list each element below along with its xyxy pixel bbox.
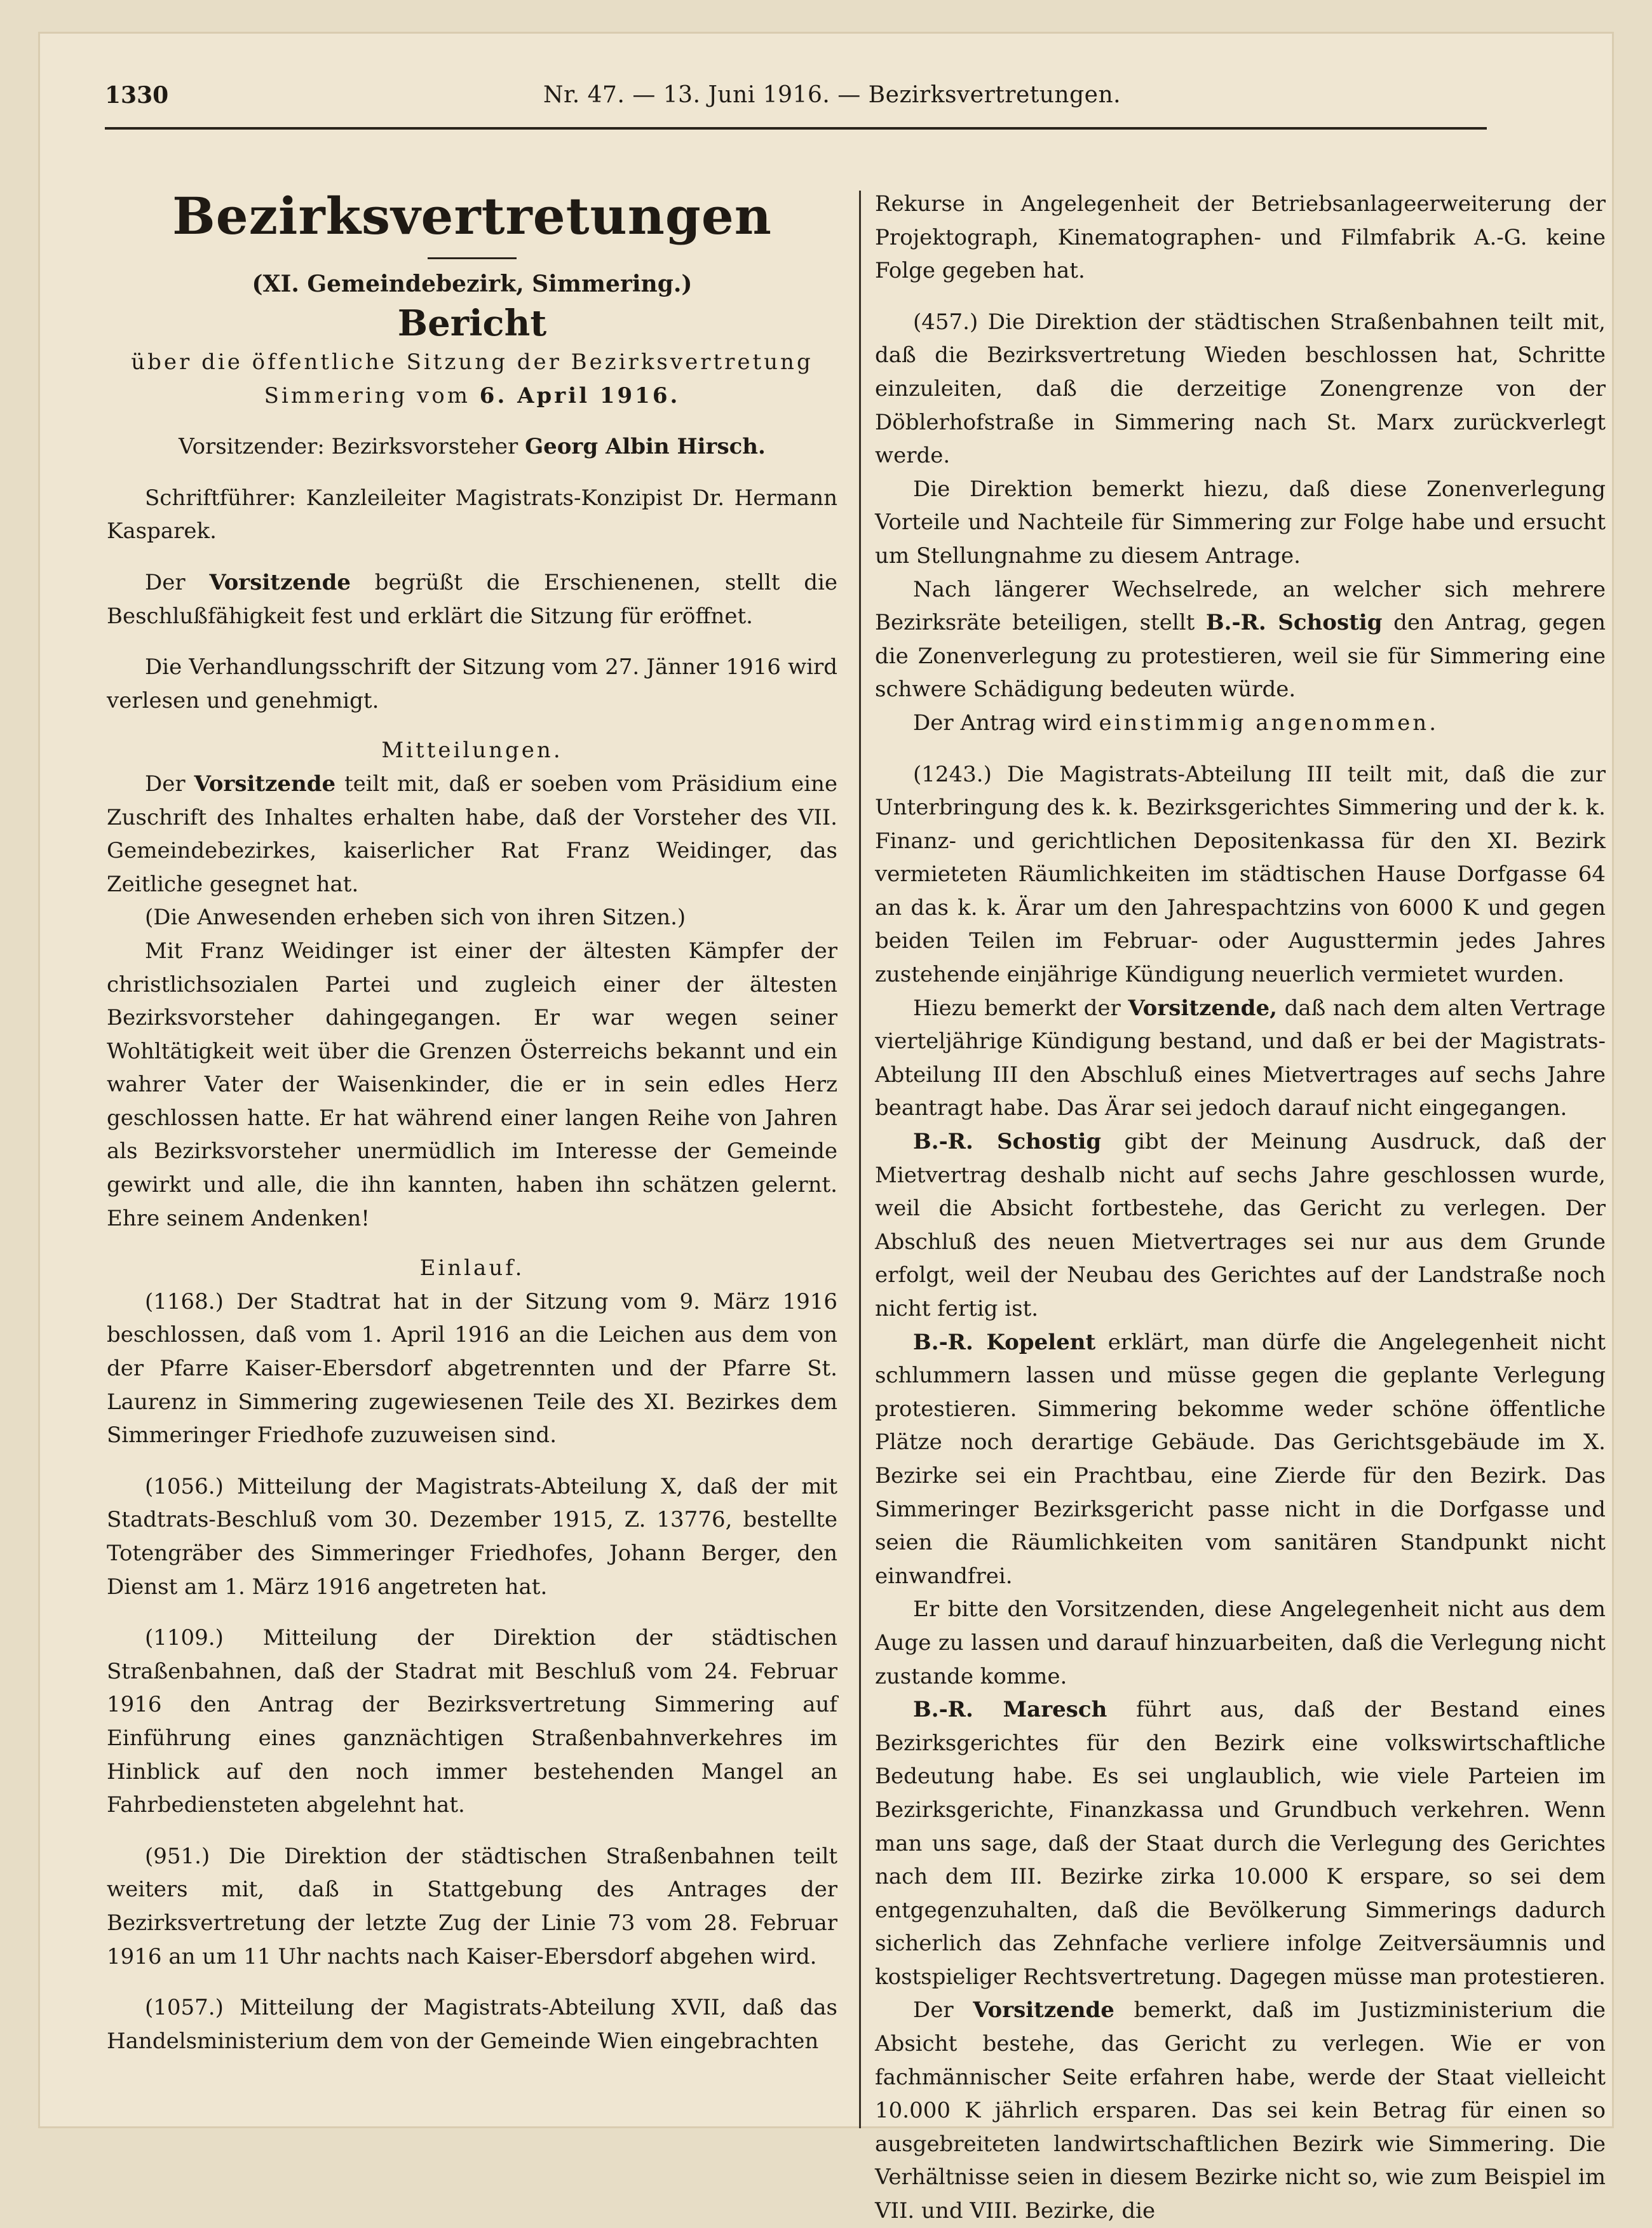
right-column <box>875 187 1606 2228</box>
speaker-name: B.-R. Maresch <box>913 1697 1107 1723</box>
paragraph-bitte: Er bitte den Vorsitzenden, diese Angelegenheit nicht aus dem Auge zu lassen und darauf hinzuarbeiten, daß die Verlegung nicht zustande komme. <box>875 1597 1606 1689</box>
paragraph-1057: (1057.) Mitteilung der Magistrats-Abteilung XVII, daß das Handelsministerium dem von der Gemeinde Wien eingebrachten <box>107 1995 837 2054</box>
speaker-name: Vorsitzende <box>209 569 351 595</box>
paragraph-457d <box>875 706 1606 740</box>
report-subtitle-2a: Simmering vom <box>264 382 470 408</box>
speaker-name: B.-R. Kopelent <box>913 1329 1096 1355</box>
text-run: teilt mit, daß er soeben vom Präsidium eine Zuschrift des Inhaltes erhalten habe, daß der Vorsteher des VII. Gemeindebezirkes, kaiserlicher Rat Franz Weidinger, das Zeitliche gesegnet hat. <box>107 771 838 897</box>
section-title: Bezirksvertretungen <box>172 186 772 246</box>
paragraph-mitteilung-3: Mit Franz Weidinger ist einer der ältesten Kämpfer der christlichsozialen Partei und zugleich einer der ältesten Bezirksvorsteher dahingegangen. Er war wegen seiner Wohltätigkeit weit über die Grenzen Österreichs bekannt und ein wahrer Vater der Waisenkinder, die er in sein edles Herz geschlossen hatte. Er hat während einer langen Reihe von Jahren als Bezirksvorsteher unermüdlich im Interesse der Gemeinde gewirkt und alle, die ihn kannten, haben ihn schätzen gelernt. Ehre seinem Andenken! <box>107 938 837 1231</box>
text-run: Hiezu bemerkt der <box>913 995 1121 1021</box>
heading-einlauf: Einlauf. <box>419 1255 525 1281</box>
text-run: Der <box>145 569 186 595</box>
text-run: Der Antrag wird <box>913 710 1092 736</box>
paragraph-mitteilung-1 <box>107 767 837 901</box>
left-column <box>107 187 837 2058</box>
speaker-name: B.-R. Schostig <box>1205 610 1383 636</box>
paragraph-457b: Die Direktion bemerkt hiezu, daß diese Zonenverlegung Vorteile und Nachteile für Simmering zur Folge habe und ersucht um Stellungnahme zu diesem Antrage. <box>875 476 1606 569</box>
paragraph-457: (457.) Die Direktion der städtischen Straßenbahnen teilt mit, daß die Bezirksvertretung Wieden beschlossen hat, Schritte einzuleiten, daß die derzeitige Zonengrenze von der Döblerhofstraße in Simmering nach St. Marx zurückverlegt werde. <box>875 309 1606 469</box>
paragraph-hiezu <box>875 992 1606 1125</box>
text-run: Der <box>145 771 186 797</box>
paragraph-mitteilung-2: (Die Anwesenden erheben sich von ihren Sitzen.) <box>145 905 686 931</box>
paragraph-1168: (1168.) Der Stadtrat hat in der Sitzung vom 9. März 1916 beschlossen, daß vom 1. April 1916 an die Leichen aus dem von der Pfarre Kaiser-Ebersdorf abgetrennten und der Pfarre St. Laurenz in Simmering zugewiesenen Teile des XI. Bezirkes dem Simmeringer Friedhofe zuzuweisen sind. <box>107 1288 837 1448</box>
report-date: 6. April 1916. <box>479 382 680 408</box>
running-title: Nr. 47. — 13. Juni 1916. — Bezirksvertretungen. <box>543 82 1121 108</box>
report-heading: Bericht <box>397 302 547 344</box>
paragraph-continuation: Rekurse in Angelegenheit der Betriebsanlageerweiterung der Projektograph, Kinematographen- und Filmfabrik A.-G. keine Folge gegeben hat. <box>875 191 1606 284</box>
column-divider <box>859 191 861 2128</box>
text-run: bemerkt, daß im Justizministerium die Absicht bestehe, das Gericht zu verlegen. Wie er von fachmännischer Seite erfahren habe, werde der Staat vielleicht 10.000 K jährlich ersparen. Das sei kein Betrag für einen so ausgebreiteten landwirtschaftlichen Bezirk wie Simmering. Die Verhältnisse seien in diesem Bezirke nicht so, wie zum Beispiel im VII. und VIII. Bezirke, die <box>875 1997 1606 2224</box>
text-run: Nach längerer Wechselrede, an welcher sich mehrere Bezirksräte beteiligen, stellt <box>875 576 1606 636</box>
speaker-name: Vorsitzende <box>973 1997 1114 2023</box>
paragraph-951: (951.) Die Direktion der städtischen Straßenbahnen teilt weiters mit, daß in Stattgebung des Antrages der Bezirksvertretung der letzte Zug der Linie 73 vom 28. Februar 1916 an um 11 Uhr nachts nach Kaiser-Ebersdorf abgehen wird. <box>107 1843 837 1969</box>
page-header <box>105 76 1547 114</box>
paragraph-kopelent <box>875 1326 1606 1593</box>
header-rule <box>105 127 1487 130</box>
chair-label: Vorsitzender: Bezirksvorsteher <box>179 434 518 460</box>
paragraph-1243: (1243.) Die Magistrats-Abteilung III teilt mit, daß die zur Unterbringung des k. k. Bezirksgerichtes Simmering und der k. k. Finanz- und gerichtlichen Depositenkassa für den XI. Bezirk vermieteten Räumlichkeiten im städtischen Hause Dorfgasse 64 an das k. k. Ärar um den Jahrespachtzins von 6000 K und gegen beiden Teilen im Februar- oder Augusttermin jedes Jahres zustehende einjährige Kündigung neuerlich vermietet wurden. <box>875 761 1606 988</box>
heading-mitteilungen: Mitteilungen. <box>381 738 563 764</box>
text-run: erklärt, man dürfe die Angelegenheit nicht schlummern lassen und müsse gegen die geplante Verlegung protestieren. Simmering bekomme weder schöne öffentliche Plätze noch derartige Gebäude. Das Gerichtsgebäude im X. Bezirke sei ein Prachtbau, eine Zierde für den Bezirk. Das Simmeringer Bezirksgericht passe nicht in die Dorfgasse und seien die Räumlichkeiten vom sanitären Standpunkt nicht einwandfrei. <box>875 1329 1606 1589</box>
title-rule <box>428 257 517 259</box>
speaker-name: B.-R. Schostig <box>913 1129 1102 1155</box>
text-run: gibt der Meinung Ausdruck, daß der Mietvertrag deshalb nicht auf sechs Jahre geschlossen wurde, weil die Absicht fortbestehe, das Gericht zu verlegen. Der Abschluß des neuen Mietvertrages sei nur aus dem Grunde erfolgt, weil der Neubau des Gerichtes auf der Landstraße noch nicht fertig ist. <box>875 1129 1606 1321</box>
paragraph-1056: (1056.) Mitteilung der Magistrats-Abteilung X, daß der mit Stadtrats-Beschluß vom 30. Dezember 1915, Z. 13776, bestellte Totengräber des Simmeringer Friedhofes, Johann Berger, den Dienst am 1. März 1916 angetreten hat. <box>107 1473 837 1600</box>
speaker-name: Vorsitzende <box>194 771 336 797</box>
paragraph-verhandlung: Die Verhandlungsschrift der Sitzung vom 27. Jänner 1916 wird verlesen und genehmigt. <box>107 654 837 713</box>
text-run: einstimmig angenommen. <box>1099 710 1439 736</box>
text-run: führt aus, daß der Bestand eines Bezirksgerichtes für den Bezirk eine volkswirtschaftliche Bedeutung habe. Es sei unglaublich, wie viele Parteien im Bezirksgerichte, Finanzkassa und Grundbuch verkehren. Wenn man uns sage, daß der Staat durch die Verlegung des Gerichtes nach dem III. Bezirke zirka 10.000 K erspare, so sei dem entgegenzuhalten, daß die Bevölkerung Simmerings dadurch sicherlich das Zehnfache verliere infolge Zeitversäumnis und kostspieliger Rechtsvertretung. Dagegen müsse man protestieren. <box>875 1697 1606 1990</box>
paragraph-maresch <box>875 1693 1606 1994</box>
district-subtitle: (XI. Gemeindebezirk, Simmering.) <box>252 271 693 297</box>
paragraph-457c <box>875 573 1606 706</box>
paragraph-last <box>875 1994 1606 2227</box>
text-run: begrüßt die Erschienenen, stellt die Beschlußfähigkeit fest und erklärt die Sitzung für eröffnet. <box>107 569 838 629</box>
paragraph-schostig <box>875 1125 1606 1326</box>
chair-line <box>107 430 837 464</box>
speaker-name: Vorsitzende, <box>1128 995 1277 1021</box>
report-subtitle-2 <box>107 379 837 413</box>
text-run: Der <box>913 1997 954 2023</box>
chair-name: Georg Albin Hirsch. <box>525 434 766 460</box>
text-run: den Antrag, gegen die Zonenverlegung zu protestieren, weil sie für Simmering eine schwere Schädigung bedeuten würde. <box>875 610 1606 703</box>
paragraph-opening <box>107 566 837 633</box>
text-run: daß nach dem alten Vertrage vierteljährige Kündigung bestand, und daß er bei der Magistrats-Abteilung III den Abschluß eines Mietvertrages auf sechs Jahre beantragt habe. Das Ärar sei jedoch darauf nicht eingegangen. <box>875 995 1606 1121</box>
paragraph-1109: (1109.) Mitteilung der Direktion der städtischen Straßenbahnen, daß der Stadrat mit Beschluß vom 24. Februar 1916 den Antrag der Bezirksvertretung Simmering auf Einführung eines ganznächtigen Straßenbahnverkehres im Hinblick auf den noch immer bestehenden Mangel an Fahrbediensteten abgelehnt hat. <box>107 1625 837 1818</box>
report-subtitle-1: über die öffentliche Sitzung der Bezirksvertretung <box>131 349 813 375</box>
paragraph-schriftfuehrer: Schriftführer: Kanzleileiter Magistrats-Konzipist Dr. Hermann Kasparek. <box>107 485 837 544</box>
page-number: 1330 <box>105 82 169 109</box>
